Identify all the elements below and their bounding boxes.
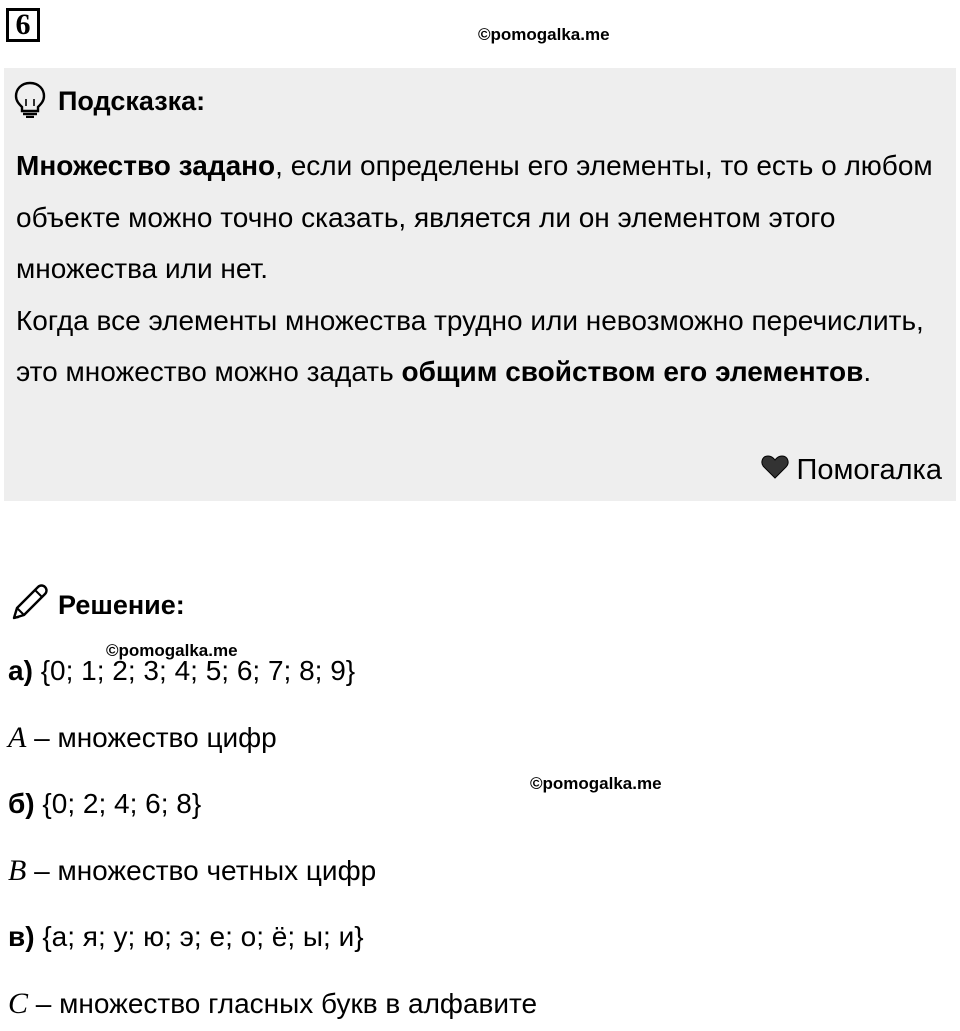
task-number: 6 [6,8,40,42]
hint-body [16,140,951,398]
hint-p2-bold: общим свойством его элементов [401,356,864,387]
hint-heading [12,80,205,123]
hint-paragraph-1 [16,140,951,295]
set-description: – множество четных цифр [34,855,377,886]
hint-term: Множество задано [16,150,276,181]
item-set: {0; 2; 4; 6; 8} [42,788,202,819]
solution-desc-c [8,987,537,1021]
hint-p1-text: , если определены его элементы, то есть о любом объекте можно точно сказать, является ли он элементом этого множества или нет. [16,150,933,284]
solution-item-b [8,788,201,820]
item-set: {0; 1; 2; 3; 4; 5; 6; 7; 8; 9} [40,655,356,686]
solution-heading [8,582,185,629]
watermark: ©pomogalka.me [478,25,610,44]
hint-paragraph-2 [16,295,951,398]
watermark: ©pomogalka.me [530,774,662,793]
brand [761,454,942,487]
solution-item-a [8,655,355,687]
solution-desc-a [8,721,277,755]
item-set: {а; я; у; ю; э; е; о; ё; ы; и} [42,921,364,952]
pencil-icon [8,582,50,629]
lightbulb-icon [12,80,48,123]
set-description: – множество гласных букв в алфавите [35,988,538,1019]
item-label: в) [8,921,35,952]
set-variable: B [8,854,27,887]
set-description: – множество цифр [34,722,277,753]
solution-desc-b [8,854,376,888]
item-label: б) [8,788,35,819]
set-variable: C [8,987,29,1020]
heart-icon [761,454,797,487]
hint-title: Подсказка: [58,86,206,116]
hint-p2-text: Когда все элементы множества трудно или невозможно перечислить, это множество можно задать [16,304,924,387]
hint-p2-end: . [863,356,872,387]
solution-title: Решение: [58,590,185,620]
brand-name: Помогалка [796,454,942,486]
watermark: ©pomogalka.me [106,641,238,660]
set-variable: A [8,721,27,754]
item-label: а) [8,655,33,686]
solution-item-c [8,921,364,953]
